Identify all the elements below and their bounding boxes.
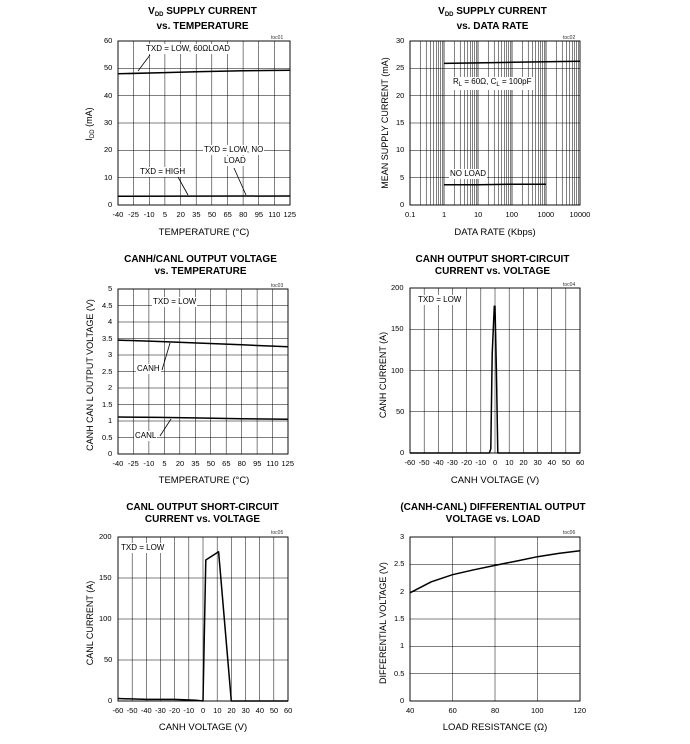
y-tick-label: 100 — [391, 365, 404, 375]
x-tick-label: -60 — [112, 706, 124, 715]
x-tick-label: -40 — [140, 706, 152, 715]
x-tick-label: 95 — [253, 459, 262, 468]
y-axis-label: CANH CURRENT (A) — [378, 331, 388, 419]
y-tick-label: 10 — [396, 145, 405, 155]
annotation-no-load-2: LOAD — [224, 156, 246, 165]
figure-id: toc03 — [271, 283, 284, 289]
x-tick-label: 40 — [255, 706, 264, 715]
chart-title: CANH OUTPUT SHORT-CIRCUIT CURRENT vs. VOLTAGE — [415, 254, 570, 277]
y-tick-label: 3.5 — [102, 333, 113, 343]
x-tick-label: 110 — [268, 210, 281, 219]
figure-id: toc04 — [563, 282, 576, 288]
y-tick-label: 2.5 — [102, 366, 113, 376]
x-tick-label: 5 — [162, 210, 168, 219]
x-tick-label: 80 — [239, 210, 248, 219]
y-tick-label: 4.5 — [102, 300, 113, 310]
x-tick-label: 50 — [207, 210, 217, 219]
x-axis-label: CANH VOLTAGE (V) — [450, 475, 540, 486]
x-axis-label: LOAD RESISTANCE (Ω) — [442, 722, 548, 733]
annotation-txd-low: TXD = LOW — [418, 295, 462, 304]
figure-id: toc05 — [271, 530, 284, 536]
x-tick-label: 80 — [237, 459, 246, 468]
annotation-no-load: NO LOAD — [450, 169, 487, 178]
x-tick-label: 10000 — [569, 210, 591, 219]
x-tick-label: -40 — [112, 459, 124, 468]
annotation-canl: CANL — [135, 431, 157, 440]
x-tick-label: 0.1 — [405, 210, 416, 219]
y-tick-label: 0 — [108, 449, 113, 458]
y-tick-label: 0 — [400, 200, 405, 209]
x-tick-label: 30 — [533, 458, 542, 467]
x-tick-label: 50 — [561, 458, 571, 467]
y-tick-label: 4 — [108, 317, 113, 326]
y-tick-label: 20 — [396, 90, 405, 100]
y-tick-label: 20 — [104, 145, 113, 155]
annotation-loaded: $R_L = 60\Omega$, $C_L = 100pF$ — [453, 77, 532, 88]
x-tick-label: 35 — [192, 210, 201, 219]
y-tick-label: 15 — [396, 118, 405, 127]
y-tick-label: 150 — [99, 573, 112, 582]
x-tick-label: 20 — [176, 210, 185, 219]
annotation-loaded: TXD = LOW, 60ΩLOAD — [146, 44, 231, 53]
chart-title: CANH/CANL OUTPUT VOLTAGE vs. TEMPERATURE — [124, 254, 277, 277]
x-tick-label: 0 — [201, 706, 206, 715]
figure-id: toc02 — [563, 35, 576, 41]
x-tick-label: 110 — [266, 459, 279, 468]
chart-title: CANL OUTPUT SHORT-CIRCUIT CURRENT vs. VOLTAGE — [126, 502, 279, 525]
y-tick-label: 30 — [396, 36, 405, 45]
x-tick-label: 125 — [283, 210, 297, 219]
x-tick-label: -10 — [475, 458, 487, 467]
y-tick-label: 0 — [400, 448, 405, 457]
x-tick-label: 60 — [284, 706, 293, 715]
y-tick-label: 1 — [108, 416, 113, 425]
x-tick-label: -20 — [169, 706, 180, 715]
x-axis-label: TEMPERATURE (°C) — [158, 227, 250, 238]
x-tick-label: -20 — [461, 458, 472, 467]
x-tick-label: -40 — [432, 458, 444, 467]
x-axis-label: TEMPERATURE (°C) — [158, 475, 250, 486]
y-tick-label: 0 — [400, 696, 405, 705]
annotation-txd-low: TXD = LOW — [153, 297, 197, 306]
x-tick-label: 60 — [576, 458, 585, 467]
annotation-txd-low: TXD = LOW — [121, 543, 165, 552]
x-tick-label: -10 — [143, 210, 155, 219]
x-tick-label: 10 — [213, 706, 222, 715]
figure-id: toc06 — [563, 530, 576, 536]
y-tick-label: 2 — [108, 383, 113, 392]
x-tick-label: 95 — [254, 210, 264, 219]
x-tick-label: -25 — [128, 210, 139, 219]
chart-title: $V_{DD}$ SUPPLY CURRENT vs. TEMPERATURE — [148, 6, 257, 32]
annotation-canh: CANH — [137, 364, 160, 373]
y-axis-label: DIFFERENTIAL VOLTAGE (V) — [378, 562, 388, 684]
x-tick-label: 125 — [281, 459, 295, 468]
x-tick-label: 100 — [531, 706, 544, 715]
x-tick-label: 10 — [505, 458, 514, 467]
x-tick-label: 0 — [493, 458, 498, 467]
y-tick-label: 40 — [104, 90, 113, 100]
chart-title: (CANH-CANL) DIFFERENTIAL OUTPUT VOLTAGE vs. LOAD — [400, 502, 586, 525]
x-tick-label: -30 — [447, 458, 458, 467]
y-tick-label: 50 — [396, 406, 405, 416]
y-tick-label: 10 — [104, 172, 113, 182]
y-tick-label: 1.5 — [102, 399, 113, 409]
x-tick-label: 100 — [505, 210, 519, 219]
x-tick-label: 50 — [206, 459, 216, 468]
y-tick-label: 30 — [104, 118, 113, 127]
y-tick-label: 0 — [108, 200, 113, 209]
x-tick-label: -10 — [143, 459, 155, 468]
annotation-no-load: TXD = LOW, NO — [204, 145, 264, 154]
x-tick-label: -30 — [155, 706, 166, 715]
x-tick-label: 1000 — [537, 210, 555, 219]
x-tick-label: 65 — [223, 210, 232, 219]
x-tick-label: 65 — [222, 459, 231, 468]
x-tick-label: 5 — [162, 459, 167, 468]
x-tick-label: -10 — [183, 706, 195, 715]
plot-area — [410, 288, 580, 453]
x-tick-label: 35 — [191, 459, 200, 468]
y-tick-label: 2.5 — [394, 559, 405, 569]
y-tick-label: 3 — [108, 350, 113, 359]
y-tick-label: 1.5 — [394, 614, 405, 623]
x-tick-label: 60 — [448, 706, 457, 715]
y-tick-label: 100 — [99, 614, 112, 623]
y-tick-label: 5 — [400, 172, 405, 182]
x-tick-label: 40 — [547, 458, 556, 467]
y-tick-label: 200 — [391, 283, 404, 292]
x-tick-label: 20 — [227, 706, 236, 715]
y-tick-label: 150 — [391, 324, 404, 334]
x-tick-label: -40 — [112, 210, 124, 219]
plot-area — [410, 537, 580, 701]
x-tick-label: 1 — [442, 210, 447, 219]
y-tick-label: 0 — [108, 696, 113, 705]
y-axis-label: MEAN SUPPLY CURRENT (mA) — [380, 57, 390, 189]
y-axis-label: CANL CURRENT (A) — [85, 580, 95, 666]
x-tick-label: -25 — [127, 459, 139, 468]
x-tick-label: 120 — [573, 706, 587, 715]
figure-id: toc01 — [271, 35, 284, 41]
y-tick-label: 0.5 — [394, 668, 405, 678]
x-axis-label: DATA RATE (Kbps) — [454, 227, 536, 238]
plot-area — [118, 537, 288, 701]
y-tick-label: 3 — [400, 532, 405, 541]
y-axis-label: $I_{DD}$ (mA) — [84, 107, 96, 141]
x-tick-label: 10 — [474, 210, 483, 219]
y-tick-label: 0.5 — [102, 432, 113, 442]
x-tick-label: 80 — [491, 706, 500, 715]
x-tick-label: 30 — [241, 706, 250, 715]
y-tick-label: 1 — [400, 641, 405, 651]
x-tick-label: -60 — [404, 458, 416, 467]
y-tick-label: 25 — [396, 63, 405, 73]
y-tick-label: 60 — [104, 36, 113, 45]
x-tick-label: 50 — [269, 706, 279, 715]
x-tick-label: -50 — [126, 706, 138, 715]
y-tick-label: 2 — [400, 586, 405, 596]
x-tick-label: 20 — [175, 459, 185, 468]
chart-title: $V_{DD}$ SUPPLY CURRENT vs. DATA RATE — [438, 6, 547, 32]
x-tick-label: 40 — [406, 706, 415, 715]
x-tick-label: -50 — [418, 458, 430, 467]
x-tick-label: 20 — [519, 458, 528, 467]
x-axis-label: CANH VOLTAGE (V) — [158, 722, 248, 733]
y-tick-label: 50 — [104, 63, 113, 73]
y-axis-label: CANH CAN L OUTPUT VOLTAGE (V) — [85, 299, 95, 451]
y-tick-label: 5 — [108, 284, 113, 293]
y-tick-label: 200 — [99, 532, 112, 541]
y-tick-label: 50 — [104, 655, 113, 664]
annotation-txd-high: TXD = HIGH — [140, 167, 186, 176]
